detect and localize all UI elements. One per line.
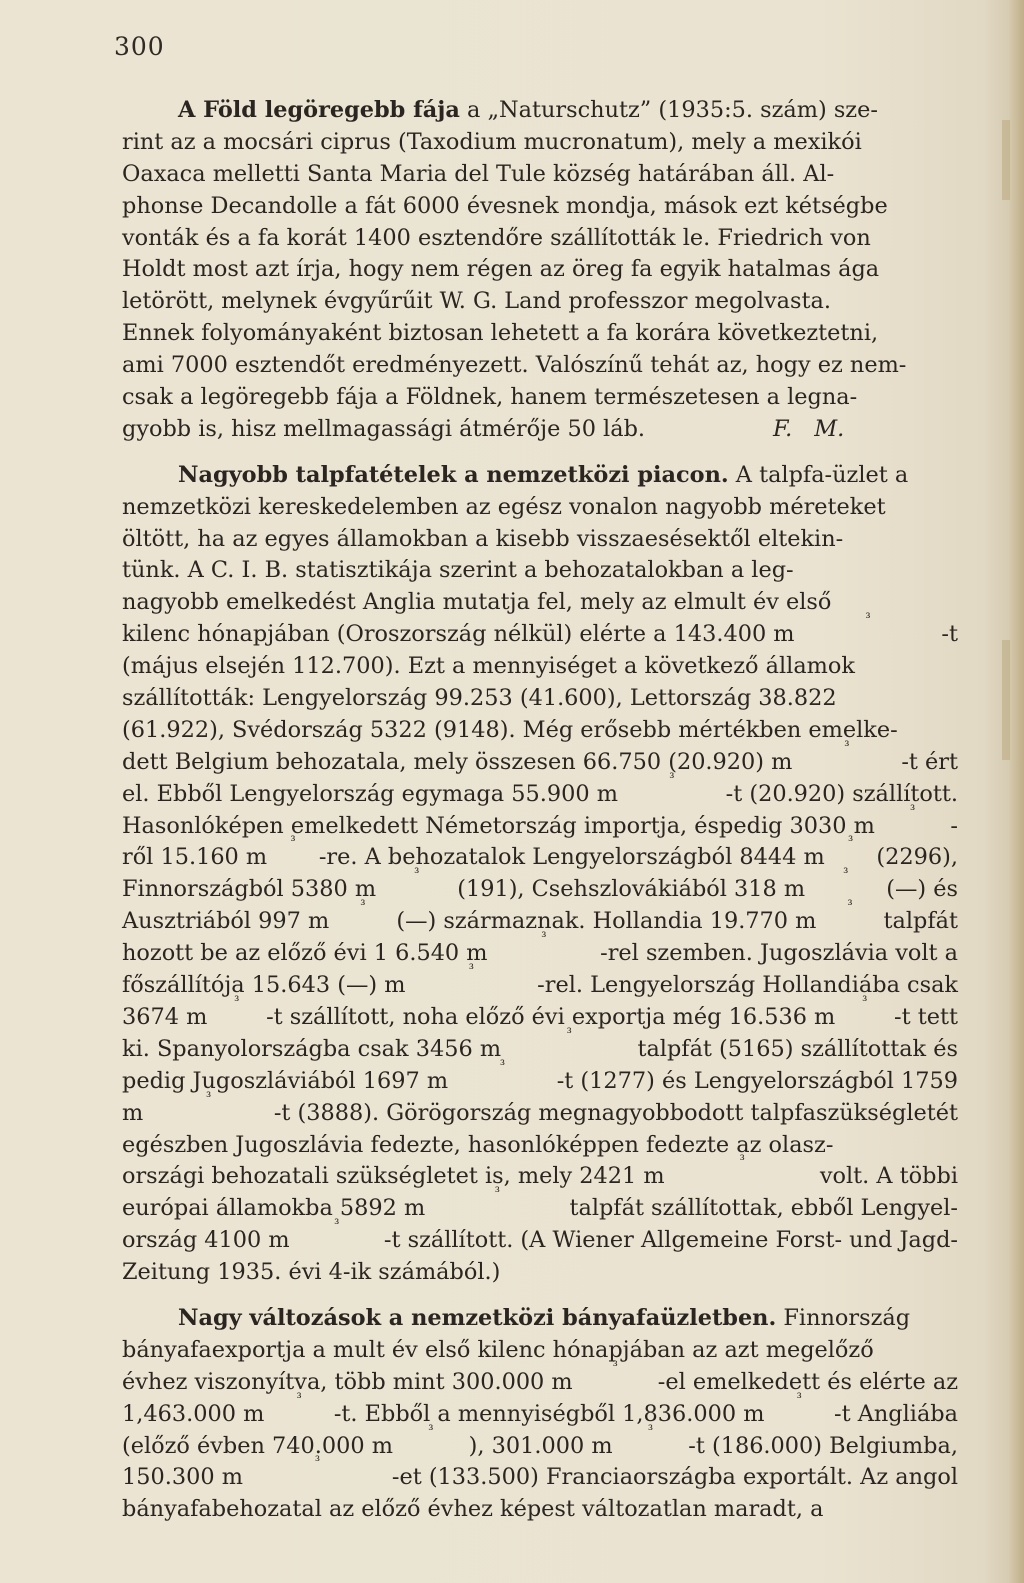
paragraph-line: gyobb is, hisz mellmagassági átmérője 50 láb. <box>122 415 646 442</box>
superscript: ³ <box>910 802 916 818</box>
superscript: ³ <box>566 1025 572 1041</box>
paragraph-line: csak a legöregebb fája a Földnek, hanem természetesen a legna- <box>122 384 858 411</box>
superscript: ³ <box>843 866 849 882</box>
paragraph-line: Ennek folyományaként biztosan lehetett a fa korára következtetni, <box>122 320 879 347</box>
paragraph-line: m ³ -t (3888). Görögország megnagyobbodott talpfaszükségletét <box>122 1098 958 1130</box>
paragraph-line: Finnország <box>776 1304 911 1331</box>
superscript: ³ <box>862 993 868 1009</box>
superscript: ³ <box>205 1089 212 1105</box>
paragraph-line: vonták és a fa korát 1400 esztendőre szállították le. Friedrich von <box>122 224 871 251</box>
superscript: ³ <box>796 1390 802 1406</box>
signature-initial: M. <box>814 415 845 442</box>
superscript: ³ <box>541 930 547 946</box>
paragraph-line: a „Naturschutz” (1935:5. szám) sze- <box>459 97 878 123</box>
superscript: ³ <box>647 1422 654 1438</box>
superscript: ³ <box>360 898 366 914</box>
superscript: ³ <box>314 1454 321 1470</box>
paragraph-gap <box>122 446 958 460</box>
superscript: ³ <box>428 1422 434 1438</box>
superscript: ³ <box>334 1217 340 1233</box>
paragraph-line: országi behozatali szükségletet is, mely 2421 m ³ volt. A többi <box>122 1161 958 1193</box>
paragraph-line: ről 15.160 m ³ -re. A behozatalok Lengyelországból 8444 m ³ (2296), <box>122 842 958 874</box>
text-line <box>122 95 958 127</box>
text-line <box>122 460 958 492</box>
paragraph-line: el. Ebből Lengyelország egymaga 55.900 m ³ -t (20.920) szállított. <box>122 779 958 811</box>
paragraph-line: (május elsején 112.700). Ezt a mennyiséget a következő államok <box>122 653 855 680</box>
paragraph-line: szállították: Lengyelország 99.253 (41.600), Lettország 38.822 <box>122 685 837 712</box>
superscript: ³ <box>468 962 474 978</box>
paragraph-line: nemzetközi kereskedelemben az egész vonalon nagyobb méreteket <box>122 493 886 520</box>
paragraph-line: bányafaexportja a mult év első kilenc hónapjában az azt megelőző <box>122 1336 874 1363</box>
superscript: ³ <box>612 1358 618 1374</box>
paragraph-line: ami 7000 esztendőt eredményezett. Valószínű tehát az, hogy ez nem- <box>122 352 907 379</box>
superscript: ³ <box>847 898 853 914</box>
paragraph-line: tünk. A C. I. B. statisztikája szerint a behozatalokban a leg- <box>122 557 794 584</box>
paragraph-line: ki. Spanyolországba csak 3456 m ³ talpfát (5165) szállítottak és <box>122 1034 958 1066</box>
page-stain <box>1002 640 1010 760</box>
paragraph-title: Nagyobb talpfatételek a nemzetközi piacon. <box>178 461 729 488</box>
paragraph-line: (előző évben 740.000 m ³ ), 301.000 m ³ -t (186.000) Belgiumba, <box>122 1431 958 1463</box>
paragraph-line: 150.300 m ³ -et (133.500) Franciaországba exportált. Az angol <box>122 1462 958 1494</box>
text-line <box>122 414 958 446</box>
signature-initial: F. <box>773 415 793 442</box>
paragraph-line: Holdt most azt írja, hogy nem régen az öreg fa egyik hatalmas ága <box>122 256 880 283</box>
paragraph-line: Finnországból 5380 m ³ (191), Csehszlovákiából 318 m ³ (—) és <box>122 874 958 906</box>
superscript: ³ <box>234 993 240 1009</box>
paragraph-line: évhez viszonyítva, több mint 300.000 m ³ -el emelkedett és elérte az <box>122 1367 958 1399</box>
paragraph-gap <box>122 1289 958 1303</box>
paragraph-line: rint az a mocsári ciprus (Taxodium mucronatum), mely a mexikói <box>122 128 862 155</box>
superscript: ³ <box>865 611 871 627</box>
superscript: ³ <box>499 1057 506 1073</box>
superscript: ³ <box>494 1185 500 1201</box>
paragraph-line: letörött, melynek évgyűrűit W. G. Land professzor megolvasta. <box>122 288 831 315</box>
paragraph-line: európai államokba 5892 m ³ talpfát szállítottak, ebből Lengyel- <box>122 1193 958 1225</box>
paragraph-line: Ausztriából 997 m ³ (—) származnak. Hollandia 19.770 m ³ talpfát <box>122 906 958 938</box>
paragraph-line: kilenc hónapjában (Oroszország nélkül) elérte a 143.400 m ³ -t <box>122 619 958 651</box>
paragraph-line: dett Belgium behozatala, mely összesen 66.750 (20.920) m ³ -t ért <box>122 747 958 779</box>
paragraph-line: Hasonlóképen emelkedett Németország importja, éspedig 3030 m ³ - <box>122 811 958 843</box>
superscript: ³ <box>739 1153 745 1169</box>
superscript: ³ <box>847 834 854 850</box>
paragraph-line: A talpfa-üzlet a <box>728 461 909 488</box>
article-body <box>122 95 958 1526</box>
page-number: 300 <box>114 32 165 61</box>
paragraph-line: bányafabehozatal az előző évhez képest változatlan maradt, a <box>122 1496 824 1523</box>
page-edge <box>1010 0 1024 1583</box>
paragraph-line: egészben Jugoszlávia fedezte, hasonlóképpen fedezte az olasz- <box>122 1131 834 1158</box>
paragraph-line: Zeitung 1935. évi 4-ik számából.) <box>122 1259 501 1286</box>
superscript: ³ <box>290 834 296 850</box>
paragraph-line: 3674 m ³ -t szállított, noha előző évi exportja még 16.536 m ³ -t tett <box>122 1002 958 1034</box>
paragraph-title: Nagy változások a nemzetközi bányafaüzletben. <box>178 1304 777 1331</box>
page-stain <box>1002 120 1010 200</box>
paragraph-line: öltött, ha az egyes államokban a kisebb visszaesésektől eltekin- <box>122 525 844 552</box>
paragraph-line: főszállítója 15.643 (—) m ³ -rel. Lengyelország Hollandiába csak <box>122 970 958 1002</box>
paragraph-line: phonse Decandolle a fát 6000 évesnek mondja, mások ezt kétségbe <box>122 192 888 219</box>
superscript: ³ <box>844 738 850 754</box>
paragraph-title: A Föld legöregebb fája <box>178 97 460 123</box>
paragraph-line: nagyobb emelkedést Anglia mutatja fel, mely az elmult év első <box>122 589 832 616</box>
paragraph-line: ország 4100 m ³ -t szállított. (A Wiener Allgemeine Forst- und Jagd- <box>122 1225 958 1257</box>
paragraph-line: Oaxaca melletti Santa Maria del Tule község határában áll. Al- <box>122 160 835 187</box>
paragraph-line: hozott be az előző évi 1 6.540 m ³ -rel szemben. Jugoszlávia volt a <box>122 938 958 970</box>
paragraph-line: (61.922), Svédország 5322 (9148). Még erősebb mértékben emelke- <box>122 716 898 743</box>
superscript: ³ <box>414 866 420 882</box>
superscript: ³ <box>296 1390 302 1406</box>
paragraph-line: 1,463.000 m ³ -t. Ebből a mennyiségből 1,836.000 m ³ -t Angliába <box>122 1399 958 1431</box>
text-line <box>122 1303 958 1335</box>
superscript: ³ <box>669 770 675 786</box>
paragraph-line: pedig Jugoszláviából 1697 m ³ -t (1277) és Lengyelországból 1759 <box>122 1066 958 1098</box>
